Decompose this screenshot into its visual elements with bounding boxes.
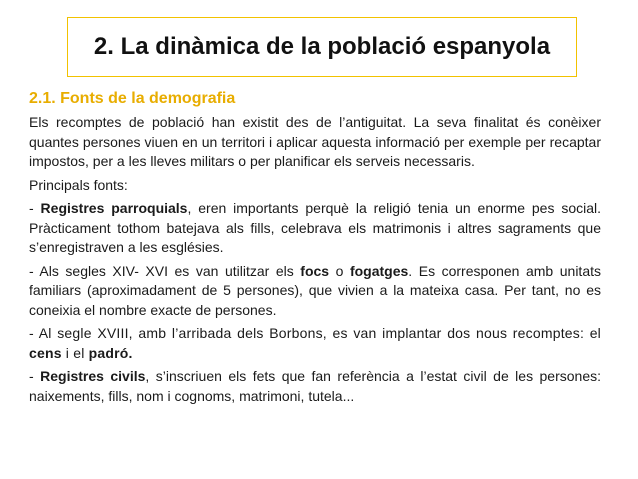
fogatges-term: fogatges (349, 262, 409, 279)
slide-content (29, 90, 601, 410)
item-connector: i el (61, 344, 89, 361)
source-item-parish-registers (29, 199, 601, 258)
civil-registers-term: Registres civils (40, 368, 146, 384)
focs-term: focs (300, 262, 330, 279)
title-box (67, 17, 577, 77)
item-text: , eren importants perquè la religió tenia un enorme pes social. Pràcticament tothom batejava als fills, celebrava els matrimonis i altres sagraments que s’enregistraven a les esglésies. (29, 200, 602, 255)
item-text: , s’inscriuen els fets que fan referència a l’estat civil de les persones: naixements, fills, nom i cognoms, matrimoni, tutela... (29, 368, 601, 404)
parish-registers-term: Registres parroquials (40, 200, 188, 216)
cens-term: cens (29, 344, 62, 361)
section-subtitle: 2.1. Fonts de la demografia (29, 90, 236, 107)
item-connector: o (329, 262, 350, 279)
item-prefix: - (29, 200, 41, 216)
item-prefix: - Al segle XVIII, amb l’arribada dels Borbons, es van implantar dos nous recomptes: el (29, 325, 601, 341)
padro-term: padró. (88, 344, 133, 361)
source-item-census (29, 324, 601, 363)
item-prefix: - (29, 368, 41, 384)
source-item-civil-registers (29, 367, 601, 406)
intro-paragraph: Els recomptes de població han existit des de l’antiguitat. La seva finalitat és conèixer quantes persones viuen en un territori i aplicar aquesta informació per exemple per recaptar impostos, per a les lleves militars o per planificar els serveis necessaris. (29, 114, 601, 169)
slide-title: 2. La dinàmica de la població espanyola (93, 33, 551, 60)
item-prefix: - Als segles XIV- XVI es van utilitzar els (29, 262, 301, 279)
source-item-focs (29, 262, 601, 321)
principal-sources-label: Principals fonts: (29, 176, 128, 193)
item-text: . Es corresponen amb unitats familiars (aproximadament de 5 persones), que vivien a la mateixa casa. Per tant, no es coneixia el nombre exacte de persones. (29, 262, 601, 318)
